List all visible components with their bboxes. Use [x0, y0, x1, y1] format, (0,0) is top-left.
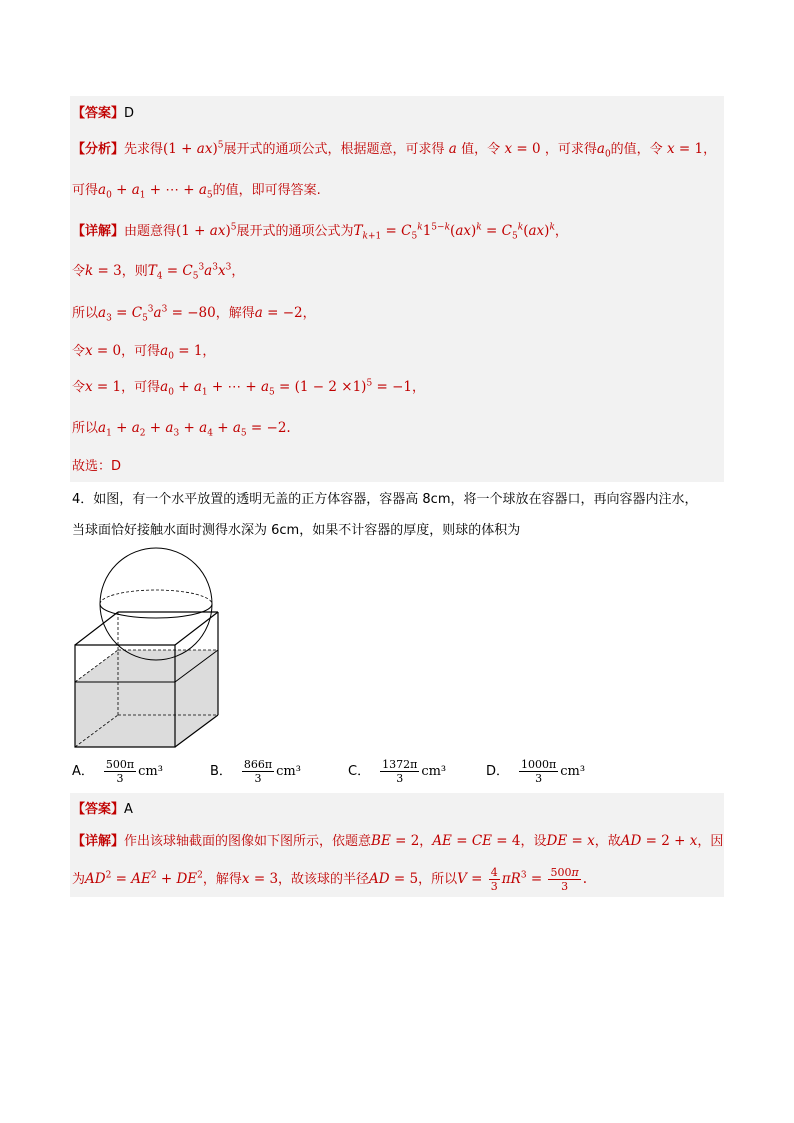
detail-text: ，解得 [202, 872, 242, 887]
q3-detail-line-5: 令x = 1，可得$a_0 + a_1$ + ⋯ + $a_5 = (1 - 2 \times 1)^5 = -1$， [72, 378, 425, 398]
detail-text: ，可得 [121, 380, 161, 395]
q3-analysis-line-1: 【分析】先求得(1 + ax)$^5$展开式的通项公式，根据题意，可求得 a 值，令 x = 0 ，可求得$a_0$的值，令 x = 1， [72, 140, 717, 160]
detail-text: 所以 [72, 306, 99, 321]
detail-text: 为 [72, 872, 86, 887]
detail-text: 令 [72, 380, 86, 395]
analysis-text: 的值，令 [610, 142, 663, 157]
detail-text: 所以 [72, 421, 99, 436]
option-d [486, 758, 585, 785]
analysis-tag: 【分析】 [72, 142, 125, 157]
sphere-equator-back [100, 590, 212, 604]
detail-text: ，则 [121, 264, 148, 279]
detail-tag: 【详解】 [72, 834, 125, 849]
q3-analysis-line-2: 可得$a_0 + a_1$ + ⋯ + $a_5$的值，即可得答案. [72, 182, 321, 201]
analysis-text: 值，令 [461, 142, 501, 157]
option-numerator: 1000π [521, 758, 557, 771]
option-a [72, 758, 163, 785]
answer-value: D [124, 106, 135, 121]
analysis-text: ，可求得 [544, 142, 597, 157]
option-numerator: 1372π [382, 758, 418, 771]
q4-detail-line-2: 为$AD^2 = AE^2 + DE^2$，解得x = 3，故该球的半径AD = 5，所以V = $\frac{4}{3}$ $\pi R^3$ = $\frac{500\pi}{3}$ . [72, 866, 587, 893]
option-unit: cm³ [138, 764, 163, 779]
option-unit: cm³ [560, 764, 586, 779]
detail-tag: 【详解】 [72, 224, 125, 239]
sphere-equator-front [100, 604, 212, 618]
detail-text: 由题意得 [124, 224, 177, 239]
option-letter: A． [72, 764, 94, 779]
analysis-text: 的值，即可得答案. [212, 183, 321, 198]
answer-value: A [124, 802, 133, 817]
option-unit: cm³ [276, 764, 301, 779]
option-denominator: 3 [396, 772, 404, 785]
sphere [100, 548, 212, 660]
analysis-text: 展开式的通项公式，根据题意，可求得 [223, 142, 445, 157]
q3-detail-line-4: 令x = 0，可得$a_0 = 1$， [72, 343, 216, 362]
q4-stem-line-2: 当球面恰好接触水面时测得水深为 6cm，如果不计容器的厚度，则球的体积为 [72, 523, 521, 538]
water-region [75, 650, 218, 747]
detail-text: ，所以 [418, 872, 458, 887]
q4-detail-line-1: 【详解】作出该球轴截面的图像如下图所示，依题意BE = 2，AE = CE = 4，设DE = x，故AD = 2 + x，因 [72, 833, 724, 849]
detail-text: 展开式的通项公式为 [236, 224, 354, 239]
detail-text: ，故该球的半径 [278, 872, 370, 887]
q3-detail-line-2: 令k = 3，则$T_4 = C_5^3a^3x^3$， [72, 262, 245, 282]
option-letter: C． [348, 764, 371, 779]
option-denominator: 3 [116, 772, 124, 785]
analysis-text: 先求得 [124, 142, 164, 157]
detail-text: 令 [72, 264, 86, 279]
option-unit: cm³ [421, 764, 447, 779]
detail-text: ，可得 [121, 344, 161, 359]
option-denominator: 3 [254, 772, 262, 785]
detail-text: 作出该球轴截面的图像如下图所示，依题意 [124, 834, 372, 849]
option-letter: D． [486, 764, 510, 779]
q3-detail-line-1: 【详解】由题意得(1 + ax)$^5$展开式的通项公式为$T_{k+1} = C_5^k1^{5-k}(ax)^k = C_5^k(ax)^k$， [72, 222, 568, 242]
detail-text: ，因 [697, 834, 724, 849]
q3-choose-line [72, 457, 121, 476]
q3-answer-line [72, 104, 134, 123]
option-b [210, 758, 301, 785]
cube-sphere-figure [70, 542, 230, 752]
choose-text: 故选：D [72, 459, 122, 474]
answer-tag: 【答案】 [72, 106, 125, 121]
q3-detail-line-6: 所以$a_1 + a_2 + a_3 + a_4 + a_5 = -2$. [72, 420, 291, 439]
option-denominator: 3 [535, 772, 543, 785]
analysis-text: 可得 [72, 183, 99, 198]
detail-text: 令 [72, 344, 86, 359]
option-numerator: 866π [243, 758, 273, 771]
option-numerator: 500π [105, 758, 135, 771]
option-letter: B． [210, 764, 232, 779]
q4-stem-line-1: 4．如图，有一个水平放置的透明无盖的正方体容器，容器高 8cm，将一个球放在容器口，再向容器内注水， [72, 492, 698, 507]
detail-text: ，解得 [215, 306, 255, 321]
detail-text: ，故 [594, 834, 621, 849]
answer-tag: 【答案】 [72, 802, 125, 817]
detail-text: ，设 [520, 834, 547, 849]
q3-detail-line-3: 所以$a_3 = C_5^3a^3 = -80$，解得a = −2， [72, 304, 316, 324]
option-c [348, 758, 446, 785]
q4-answer-line [72, 800, 133, 819]
